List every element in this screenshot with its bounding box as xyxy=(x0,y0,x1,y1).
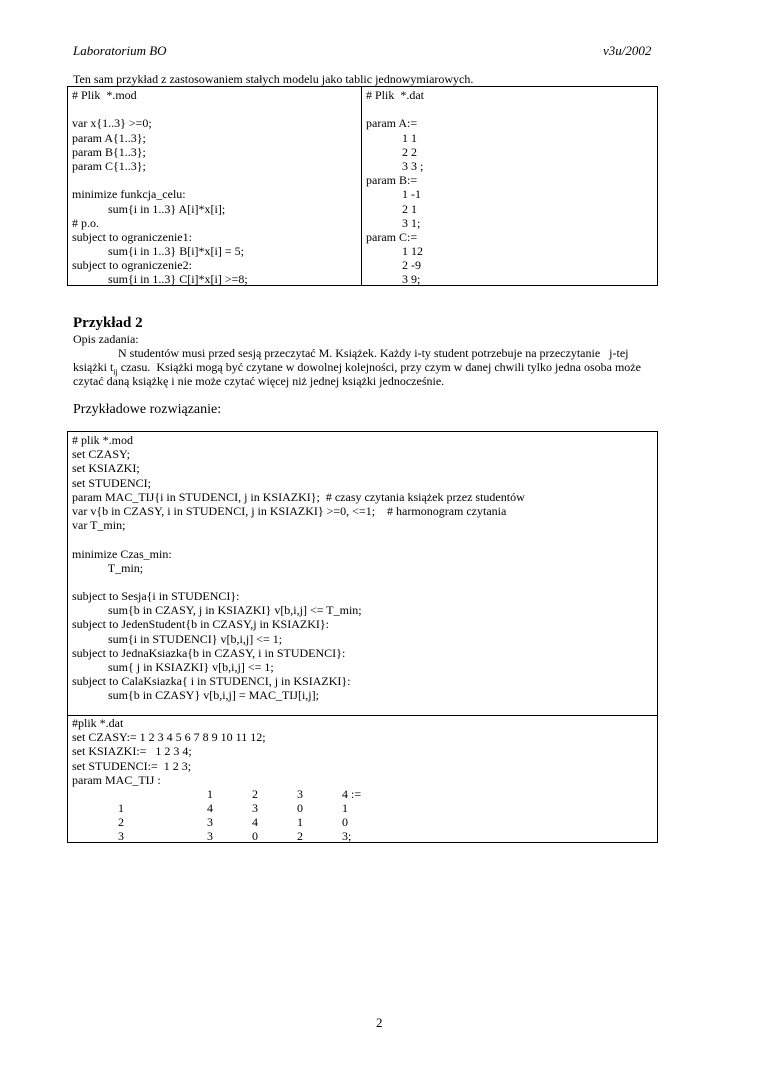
code-line: T_min; xyxy=(72,560,144,575)
code-line: param A{1..3}; xyxy=(72,130,146,145)
code-line xyxy=(72,102,248,116)
code-line: sum{ j in KSIAZKI} v[b,i,j] <= 1; xyxy=(72,660,274,674)
code-line: var x{1..3} >=0; xyxy=(72,116,152,131)
matrix-cell: 3; xyxy=(342,829,352,843)
code-line: set CZASY:= 1 2 3 4 5 6 7 8 9 10 11 12; xyxy=(72,730,266,745)
task-line-3: czytać daną książkę i nie może czytać więcej niż jednej książki jednocześnie. xyxy=(73,374,445,388)
code-line: var T_min; xyxy=(72,518,126,533)
section-title: Przykład 2 xyxy=(73,315,143,331)
matrix-cell: 0 xyxy=(342,815,348,829)
code-line: subject to ograniczenie2: xyxy=(72,258,192,273)
task-line-1: N studentów musi przed sesją przeczytać M. Książek. Każdy i-ty student potrzebuje na przeczytanie j-tej xyxy=(118,346,629,360)
matrix-cell: 3 xyxy=(252,801,258,815)
code-line: sum{i in STUDENCI} v[b,i,j] <= 1; xyxy=(72,631,283,646)
code-line xyxy=(72,575,525,589)
code-line xyxy=(366,102,424,116)
code-line: subject to ograniczenie1: xyxy=(72,229,192,244)
code-line: minimize funkcja_celu: xyxy=(72,187,186,202)
code-line: param MAC_TIJ{i in STUDENCI, j in KSIAZKI}; # czasy czytania książek przez studentów xyxy=(72,489,525,504)
matrix-row-label: 2 xyxy=(118,815,124,829)
code-line: subject to Sesja{i in STUDENCI}: xyxy=(72,589,240,604)
task-label: Opis zadania: xyxy=(73,332,139,346)
code-line: set KSIAZKI; xyxy=(72,461,140,476)
code-line: param B:= xyxy=(366,173,418,188)
table-divider xyxy=(361,86,362,286)
code-line: var v{b in CZASY, i in STUDENCI, j in KSIAZKI} >=0, <=1; # harmonogram czytania xyxy=(72,503,507,518)
task-subscript: ij xyxy=(113,367,118,377)
code-line: subject to JedenStudent{b in CZASY,j in KSIAZKI}: xyxy=(72,617,329,632)
code-line: subject to JednaKsiazka{b in CZASY, i in STUDENCI}: xyxy=(72,645,346,660)
matrix-cell: 0 xyxy=(252,829,258,843)
code-line: param A:= xyxy=(366,116,418,131)
code-line: set STUDENCI:= 1 2 3; xyxy=(72,758,192,773)
code-line: sum{i in 1..3} B[i]*x[i] = 5; xyxy=(72,244,244,259)
code-line: subject to CalaKsiazka{ i in STUDENCI, j in KSIAZKI}: xyxy=(72,674,351,689)
code-line: 3 3 ; xyxy=(366,158,424,173)
code-line: sum{i in 1..3} A[i]*x[i]; xyxy=(72,201,226,216)
mod-code-1 xyxy=(72,88,248,287)
matrix-col-header: 3 xyxy=(297,787,303,801)
code-line: 1 -1 xyxy=(366,187,421,202)
code-line xyxy=(72,173,248,187)
code-line: set KSIAZKI:= 1 2 3 4; xyxy=(72,744,192,759)
matrix-col-header: 2 xyxy=(252,787,258,801)
matrix-cell: 4 xyxy=(207,801,213,815)
intro-text: Ten sam przykład z zastosowaniem stałych modelu jako tablic jednowymiarowych. xyxy=(73,72,474,86)
code-line: set CZASY; xyxy=(72,447,130,462)
matrix-row-label: 1 xyxy=(118,801,124,815)
code-line: # plik *.mod xyxy=(72,433,134,447)
code-line: param C{1..3}; xyxy=(72,158,146,173)
code-line: sum{i in 1..3} C[i]*x[i] >=8; xyxy=(72,272,248,287)
code-line: #plik *.dat xyxy=(72,716,124,730)
code-line: 1 12 xyxy=(366,244,423,259)
dat-code-1 xyxy=(366,88,424,287)
dat-code-2 xyxy=(72,716,266,787)
matrix-cell: 4 xyxy=(252,815,258,829)
mod-code-2 xyxy=(72,433,525,703)
code-line: # p.o. xyxy=(72,215,99,230)
code-line: # Plik *.mod xyxy=(72,88,137,102)
matrix-cell: 0 xyxy=(297,801,303,815)
code-line: param C:= xyxy=(366,229,418,244)
code-line: 2 1 xyxy=(366,201,417,216)
page-number: 2 xyxy=(376,1015,383,1030)
code-line: param MAC_TIJ : xyxy=(72,772,161,787)
code-line: 2 2 xyxy=(366,144,417,159)
task-line-2b: czasu. Książki mogą być czytane w dowolnej kolejności, przy czym w danej chwili tylko jedna osoba może xyxy=(117,360,641,374)
code-line: sum{b in CZASY, j in KSIAZKI} v[b,i,j] <= T_min; xyxy=(72,603,362,618)
matrix-cell: 3 xyxy=(207,829,213,843)
matrix-cell: 2 xyxy=(297,829,303,843)
code-line: 3 9; xyxy=(366,272,421,287)
task-line-2a: książki t xyxy=(73,360,114,374)
code-line: param B{1..3}; xyxy=(72,144,146,159)
header-left: Laboratorium BO xyxy=(73,43,167,58)
matrix-col-header: 1 xyxy=(207,787,213,801)
matrix-cell: 3 xyxy=(207,815,213,829)
matrix-cell: 1 xyxy=(297,815,303,829)
code-line: 2 -9 xyxy=(366,258,421,273)
code-line xyxy=(72,532,525,546)
code-line: 1 1 xyxy=(366,130,417,145)
code-line: set STUDENCI; xyxy=(72,475,151,490)
matrix-cell: 1 xyxy=(342,801,348,815)
solution-label: Przykładowe rozwiązanie: xyxy=(73,402,222,417)
code-line: 3 1; xyxy=(366,215,421,230)
code-line: sum{b in CZASY} v[b,i,j] = MAC_TIJ[i,j]; xyxy=(72,688,319,703)
code-line: # Plik *.dat xyxy=(366,88,425,102)
matrix-row-label: 3 xyxy=(118,829,124,843)
header-right: v3u/2002 xyxy=(603,43,652,58)
matrix-col-header: 4 := xyxy=(342,787,362,801)
code-line: minimize Czas_min: xyxy=(72,546,172,561)
